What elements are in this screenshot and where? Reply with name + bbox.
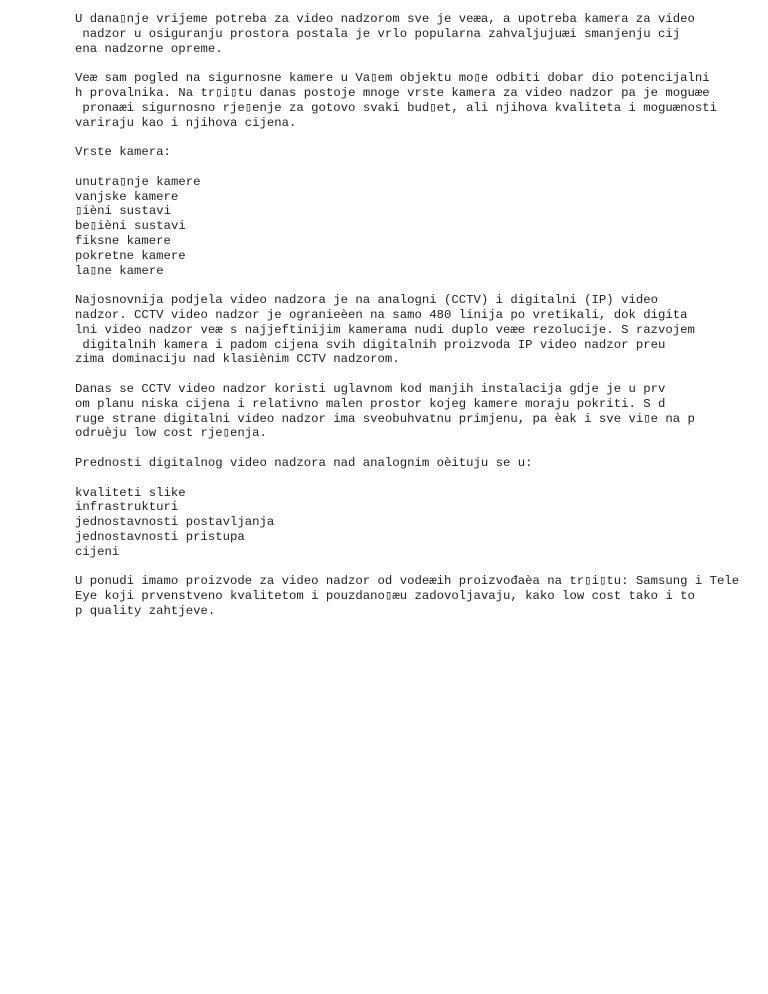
- intro-paragraph: [75, 12, 765, 56]
- paragraph-gap: [75, 130, 765, 145]
- camera-types-heading: Vrste kamera:: [75, 145, 171, 160]
- text-line: Eye koji prvenstveno kvalitetom i pouzdano▯æu zadovoljavaju, kako low cost tako i to: [75, 589, 695, 604]
- text-line: Danas se CCTV video nadzor koristi uglavnom kod manjih instalacija gdje je u prv: [75, 381, 666, 396]
- list-item: infrastrukturi: [75, 500, 179, 515]
- list-item: vanjske kamere: [75, 189, 179, 204]
- paragraph-gap: [75, 471, 765, 486]
- list-item: be▯ièni sustavi: [75, 219, 186, 234]
- text-line: variraju kao i njihova cijena.: [75, 115, 297, 130]
- advantages-list: [75, 486, 765, 560]
- text-line: h provalnika. Na tr▯i▯tu danas postoje mnoge vrste kamera za video nadzor pa je moguæe: [75, 85, 710, 100]
- offer-paragraph: [75, 574, 765, 618]
- list-item: jednostavnosti pristupa: [75, 529, 245, 544]
- paragraph-gap: [75, 278, 765, 293]
- text-line: ena nadzorne opreme.: [75, 41, 223, 56]
- text-line: nadzor. CCTV video nadzor je ogranieèen na samo 480 linija po vretikali, dok digita: [75, 307, 688, 322]
- usage-paragraph: [75, 382, 765, 441]
- paragraph-gap: [75, 441, 765, 456]
- text-line: Najosnovnija podjela video nadzora je na analogni (CCTV) i digitalni (IP) video: [75, 293, 658, 308]
- text-line: U ponudi imamo proizvode za video nadzor od vodeæih proizvođaèa na tr▯i▯tu: Samsung i Tele: [75, 574, 740, 589]
- text-line: nadzor u osiguranju prostora postala je vrlo popularna zahvaljujuæi smanjenju cij: [75, 26, 681, 41]
- camera-types-list: [75, 175, 765, 279]
- text-line: digitalnih kamera i padom cijena svih digitalnih proizvoda IP video nadzor preu: [75, 337, 666, 352]
- list-item: kvaliteti slike: [75, 485, 186, 500]
- list-item: la▯ne kamere: [75, 263, 164, 278]
- text-line: U dana▯nje vrijeme potreba za video nadzorom sve je veæa, a upotreba kamera za video: [75, 12, 695, 26]
- list-item: ▯ièni sustavi: [75, 204, 171, 219]
- view-paragraph: [75, 71, 765, 130]
- list-item: pokretne kamere: [75, 248, 186, 263]
- list-item: jednostavnosti postavljanja: [75, 515, 275, 530]
- text-line: pronaæi sigurnosno rje▯enje za gotovo svaki bud▯et, ali njihova kvaliteta i moguænosti: [75, 100, 718, 115]
- paragraph-gap: [75, 56, 765, 71]
- list-item: unutra▯nje kamere: [75, 174, 201, 189]
- list-item: fiksne kamere: [75, 233, 171, 248]
- text-line: Veæ sam pogled na sigurnosne kamere u Va▯em objektu mo▯e odbiti dobar dio potencijalni: [75, 71, 710, 86]
- document-body: [75, 12, 765, 619]
- text-line: p quality zahtjeve.: [75, 603, 216, 618]
- text-line: lni video nadzor veæ s najjeftinijim kamerama nudi duplo veæe rezolucije. S razvojem: [75, 322, 695, 337]
- text-line: om planu niska cijena i relativno malen prostor kojeg kamere moraju pokriti. S d: [75, 396, 666, 411]
- paragraph-gap: [75, 160, 765, 175]
- division-paragraph: [75, 293, 765, 367]
- paragraph-gap: [75, 559, 765, 574]
- text-line: zima dominaciju nad klasiènim CCTV nadzorom.: [75, 352, 400, 367]
- list-item: cijeni: [75, 544, 120, 559]
- paragraph-gap: [75, 367, 765, 382]
- text-line: odruèju low cost rje▯enja.: [75, 426, 267, 441]
- text-line: ruge strane digitalni video nadzor ima sveobuhvatnu primjenu, pa èak i sve vi▯e na p: [75, 411, 695, 426]
- advantages-heading: Prednosti digitalnog video nadzora nad analognim oèituju se u:: [75, 455, 533, 470]
